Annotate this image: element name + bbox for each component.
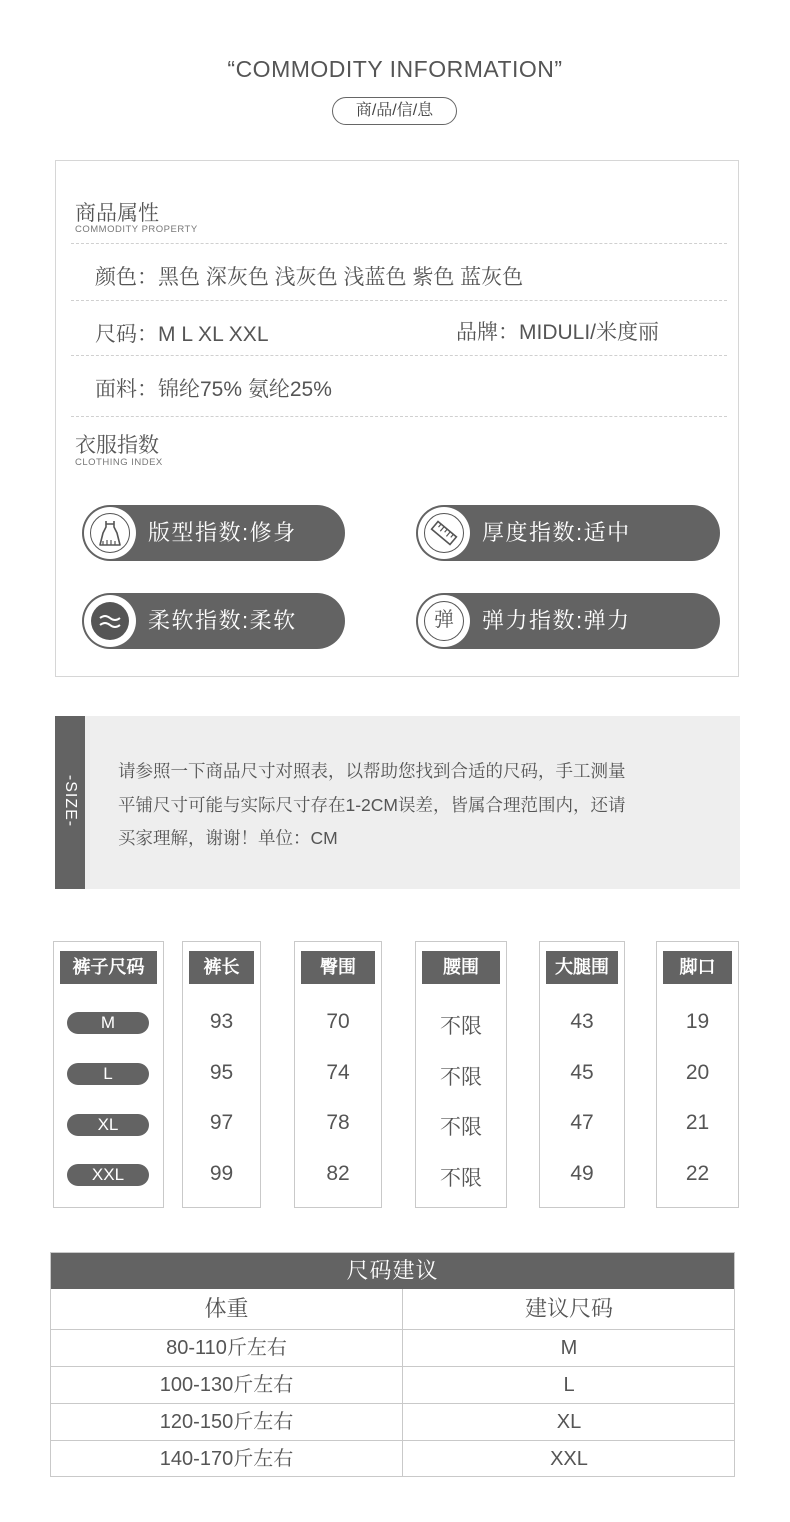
size-tab-label: -SIZE- (62, 774, 79, 828)
table-cell: 95 (209, 1061, 234, 1084)
section-subtitle: 商/品/信/息 (332, 97, 457, 125)
table-cell: 82 (326, 1162, 350, 1185)
divider (71, 355, 727, 356)
table-cell: 80-110斤左右 (166, 1337, 287, 1359)
table-cell: XL (556, 1411, 582, 1433)
elasticity-index-label: 弹力指数:弹力 (482, 608, 631, 633)
size-note-line: 买家理解，谢谢！单位：CM (118, 828, 338, 848)
size-note-line: 请参照一下商品尺寸对照表，以帮助您找到合适的尺码，手工测量 (118, 761, 626, 781)
table-cell: 不限 (440, 1066, 482, 1089)
table-cell: 78 (326, 1111, 350, 1134)
divider (71, 416, 727, 417)
column-header: 脚口 (663, 951, 732, 984)
size-label: M (67, 1012, 149, 1034)
table-cell: M (560, 1337, 578, 1359)
table-cell: 74 (326, 1061, 350, 1084)
table-row (51, 1440, 734, 1477)
column-header: 体重 (204, 1296, 249, 1321)
length-column (182, 941, 261, 1208)
index-title: 衣服指数 (75, 434, 159, 457)
softness-index-badge (82, 593, 345, 649)
fit-index-label: 版型指数:修身 (148, 520, 297, 545)
elasticity-index-badge (416, 593, 720, 649)
table-cell: 97 (209, 1111, 234, 1134)
table-row (51, 1329, 734, 1366)
table-row (51, 1403, 734, 1440)
table-title: 尺码建议 (51, 1253, 734, 1289)
brand-attribute: 品牌：MIDULI/米度丽 (456, 321, 660, 344)
section-title: “COMMODITY INFORMATION” (227, 56, 563, 82)
size-note-line: 平铺尺寸可能与实际尺寸存在1-2CM误差，皆属合理范围内，还请 (118, 795, 626, 815)
table-cell: 19 (685, 1010, 710, 1033)
table-cell: 不限 (440, 1167, 482, 1190)
divider (71, 243, 727, 244)
column-header: 臀围 (301, 951, 375, 984)
ruler-icon (418, 507, 470, 559)
color-attribute: 颜色：黑色 深灰色 浅灰色 浅蓝色 紫色 蓝灰色 (95, 266, 524, 289)
hip-column (294, 941, 382, 1208)
table-row (51, 1366, 734, 1403)
property-title: 商品属性 (75, 202, 159, 225)
column-header: 裤长 (189, 951, 254, 984)
softness-index-label: 柔软指数:柔软 (148, 608, 297, 633)
column-header: 建议尺码 (524, 1296, 613, 1321)
size-attribute: 尺码：M L XL XXL (95, 323, 269, 346)
table-cell: 45 (570, 1061, 594, 1084)
table-cell: XXL (550, 1448, 588, 1470)
size-label: XL (67, 1114, 149, 1136)
size-tab (55, 716, 85, 889)
table-cell: 100-130斤左右 (159, 1374, 294, 1396)
table-cell: 120-150斤左右 (159, 1411, 294, 1433)
table-cell: 43 (570, 1010, 594, 1033)
waist-column (415, 941, 507, 1208)
size-column (53, 941, 164, 1208)
table-cell: L (563, 1374, 575, 1396)
table-cell: 140-170斤左右 (159, 1448, 294, 1470)
column-header: 大腿围 (546, 951, 618, 984)
table-cell: 20 (685, 1061, 710, 1084)
table-cell: 不限 (440, 1015, 482, 1038)
table-cell: 49 (570, 1162, 594, 1185)
column-header: 裤子尺码 (60, 951, 157, 984)
table-cell: 21 (685, 1111, 710, 1134)
table-cell: 93 (209, 1010, 234, 1033)
column-header: 腰围 (422, 951, 500, 984)
size-recommendation-table (50, 1252, 735, 1477)
dress-icon (84, 507, 136, 559)
table-cell: 47 (570, 1111, 594, 1134)
table-cell: 不限 (440, 1116, 482, 1139)
property-subtitle: COMMODITY PROPERTY (75, 224, 198, 235)
elastic-icon: 弹 (418, 595, 470, 647)
thickness-index-badge (416, 505, 720, 561)
size-label: XXL (67, 1164, 149, 1186)
size-label: L (67, 1063, 149, 1085)
table-cell: 99 (209, 1162, 234, 1185)
table-cell: 70 (326, 1010, 350, 1033)
table-cell: 22 (685, 1162, 710, 1185)
hem-column (656, 941, 739, 1208)
divider (71, 300, 727, 301)
wave-icon (84, 595, 136, 647)
size-note-band (55, 716, 740, 889)
fabric-attribute: 面料：锦纶75% 氨纶25% (95, 378, 332, 401)
thigh-column (539, 941, 625, 1208)
table-header-row (51, 1289, 734, 1329)
thickness-index-label: 厚度指数:适中 (482, 520, 631, 545)
index-subtitle: CLOTHING INDEX (75, 457, 163, 468)
fit-index-badge (82, 505, 345, 561)
commodity-info-box (55, 160, 739, 677)
